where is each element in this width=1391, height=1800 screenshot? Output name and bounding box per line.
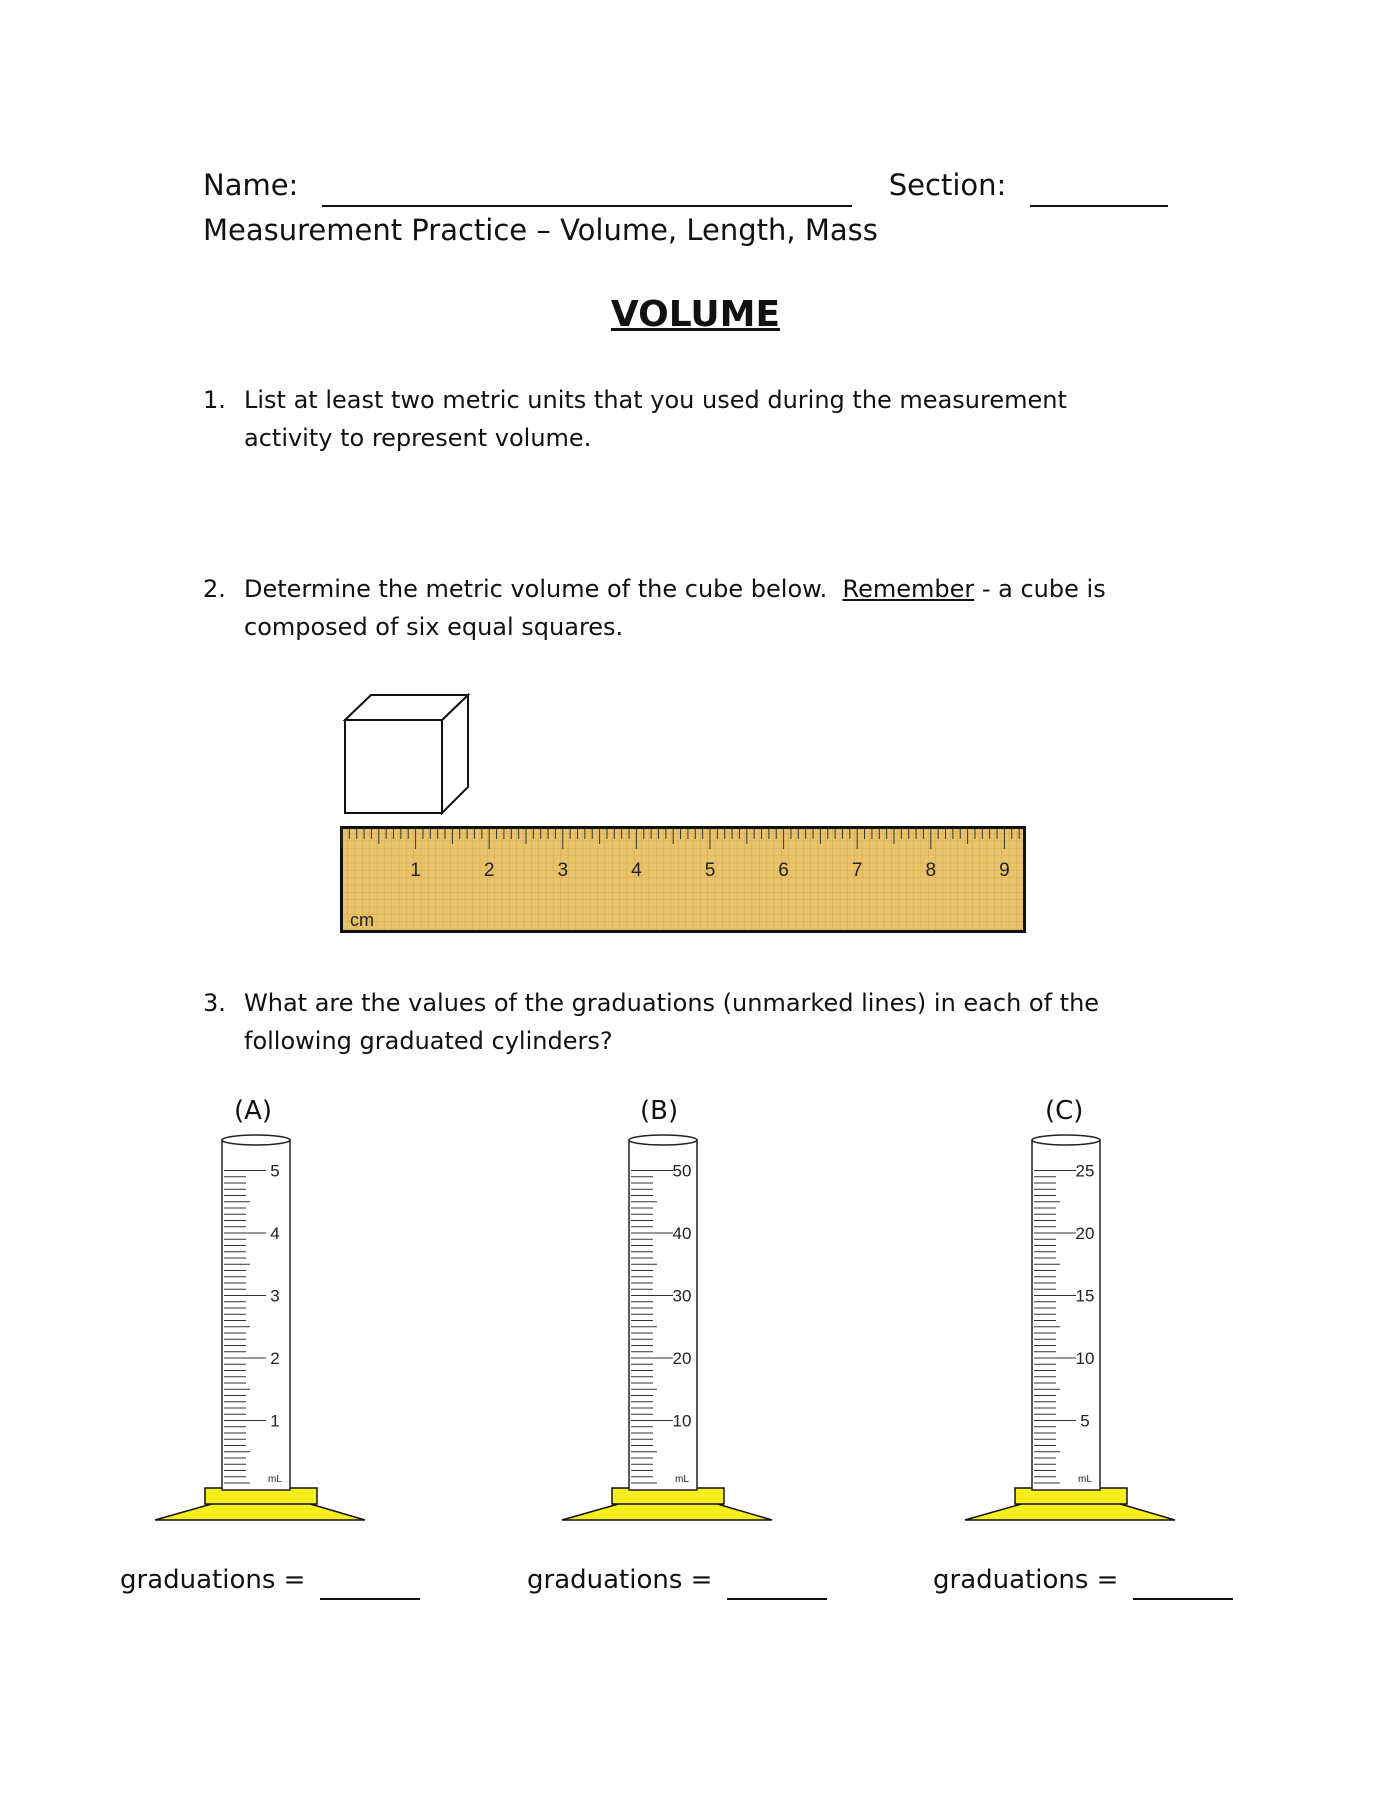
cylinder-unit: mL xyxy=(675,1474,689,1485)
cylinder-mark-label: 5 xyxy=(1080,1411,1090,1431)
section-title: VOLUME xyxy=(610,294,781,335)
answer-label: graduations = xyxy=(120,1565,306,1595)
answer-blank-c[interactable] xyxy=(1133,1562,1233,1600)
cylinder-mark-label: 4 xyxy=(270,1224,280,1243)
ruler-number: 7 xyxy=(851,860,863,881)
cylinder-base-foot xyxy=(965,1503,1175,1520)
graduated-cylinder-c xyxy=(960,1128,1180,1528)
text-segment: Determine the metric volume of the cube below. xyxy=(244,575,843,603)
graduated-cylinder-b xyxy=(557,1128,777,1528)
cylinder-mark-label: 20 xyxy=(672,1349,692,1368)
cylinder-c-label: (C) xyxy=(1045,1096,1084,1126)
answer-a xyxy=(120,1562,420,1600)
question-text-line1 xyxy=(244,570,1184,608)
question-number: 1. xyxy=(203,386,226,414)
answer-blank-a[interactable] xyxy=(320,1562,420,1600)
cylinder-mark-label: 30 xyxy=(672,1286,692,1306)
cylinder-base-foot xyxy=(155,1503,365,1520)
text-segment: - a cube is xyxy=(974,575,1106,603)
ruler-number: 5 xyxy=(704,860,716,881)
ruler-number: 3 xyxy=(557,860,569,881)
answer-label: graduations = xyxy=(933,1565,1119,1595)
graduated-cylinder-a xyxy=(150,1128,370,1528)
cylinder-mark-label: 20 xyxy=(1075,1224,1095,1243)
cylinder-rim xyxy=(1032,1135,1100,1145)
question-text-line1: What are the values of the graduations (unmarked lines) in each of the xyxy=(244,989,1100,1017)
cylinder-rim xyxy=(222,1135,290,1145)
cylinder-mark-label: 25 xyxy=(1075,1161,1095,1181)
question-text-line2: composed of six equal squares. xyxy=(244,613,624,641)
ruler-number: 1 xyxy=(410,860,421,881)
cube-drawing xyxy=(340,690,480,815)
cylinder-unit: mL xyxy=(1078,1474,1092,1485)
ruler-number: 6 xyxy=(778,860,789,881)
cylinder-mark-label: 2 xyxy=(270,1349,280,1368)
cylinder-tube xyxy=(222,1140,290,1490)
cylinder-base-foot xyxy=(562,1503,772,1520)
cylinder-tube xyxy=(629,1140,697,1490)
ruler-number: 4 xyxy=(631,860,642,881)
cylinder-mark-label: 15 xyxy=(1075,1286,1095,1306)
cylinder-mark-label: 5 xyxy=(270,1161,280,1181)
name-blank[interactable] xyxy=(322,165,852,207)
name-row xyxy=(203,165,1203,207)
ruler-number: 8 xyxy=(925,860,937,881)
cube-front-face xyxy=(345,720,442,813)
question-text-line1: List at least two metric units that you used during the measurement xyxy=(244,386,1067,414)
cylinder-rim xyxy=(629,1135,697,1145)
answer-label: graduations = xyxy=(527,1565,713,1595)
cylinder-mark-label: 10 xyxy=(1075,1349,1095,1368)
name-label: Name: xyxy=(203,168,299,202)
answer-b xyxy=(527,1562,827,1600)
question-number: 2. xyxy=(203,575,226,603)
answer-blank-b[interactable] xyxy=(727,1562,827,1600)
cylinder-mark-label: 50 xyxy=(672,1161,692,1181)
section-blank[interactable] xyxy=(1030,165,1168,207)
question-text-line2: activity to represent volume. xyxy=(244,424,592,452)
ruler-unit: cm xyxy=(350,910,374,930)
ruler-number: 9 xyxy=(999,860,1010,881)
remember-underlined: Remember xyxy=(842,575,975,603)
cylinder-mark-label: 1 xyxy=(270,1411,280,1431)
cylinder-mark-label: 40 xyxy=(672,1224,692,1243)
ruler xyxy=(340,826,1028,936)
cylinder-tube xyxy=(1032,1140,1100,1490)
cylinder-b-label: (B) xyxy=(640,1096,679,1126)
cylinder-a-label: (A) xyxy=(234,1096,273,1126)
question-number: 3. xyxy=(203,989,226,1017)
cylinder-mark-label: 10 xyxy=(672,1411,692,1431)
cylinder-unit: mL xyxy=(268,1474,282,1485)
section-label: Section: xyxy=(888,168,1007,202)
cylinder-mark-label: 3 xyxy=(270,1286,280,1306)
worksheet-subtitle: Measurement Practice – Volume, Length, Mass xyxy=(203,213,878,247)
ruler-number: 2 xyxy=(483,860,495,881)
question-text-line2: following graduated cylinders? xyxy=(244,1027,613,1055)
answer-c xyxy=(933,1562,1233,1600)
